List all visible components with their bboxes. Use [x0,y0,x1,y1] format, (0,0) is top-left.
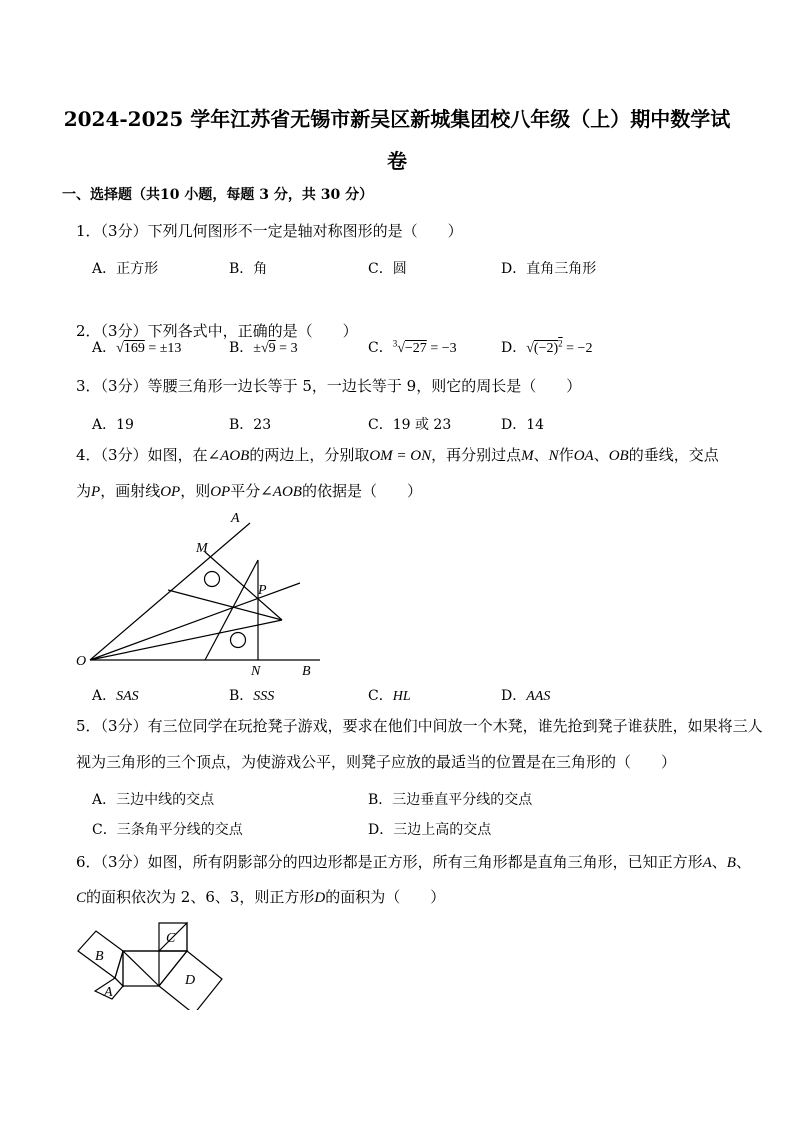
q1-option-c: C．圆 [368,261,407,277]
question-5-stem-line1: 5．（3分）有三位同学在玩抢凳子游戏，要求在他们中间放一个木凳，谁先抢到凳子谁获胜，如果将三人 [76,717,763,735]
q4-option-a: A．SAS [92,688,139,704]
q2-option-a: A．√169 = ±13 [92,340,182,356]
label-c: C [166,931,176,946]
q4-option-d: D．AAS [501,688,551,704]
label-m: M [196,541,208,556]
triangle-left [115,951,123,986]
ray-op [90,583,300,660]
label-d: D [185,973,196,988]
question-4-stem-line2: 为P，画射线OP，则OP平分∠AOB的依据是（ ） [76,482,422,500]
question-1-stem: 1．（3分）下列几何图形不一定是轴对称图形的是（ ） [76,222,463,240]
q1-option-a: A．正方形 [92,261,159,277]
q3-option-a: A．19 [92,417,134,433]
question-6-stem-line2: C的面积依次为 2、6、3，则正方形D的面积为（ ） [76,888,446,906]
label-a: A [104,985,113,1000]
label-b: B [95,949,104,964]
q1-option-d: D．直角三角形 [501,261,597,277]
label-n: N [251,664,261,679]
question-3-stem: 3．（3分）等腰三角形一边长等于 5，一边长等于 9，则它的周长是（ ） [76,377,582,395]
q4-angle-figure [70,505,330,685]
q5-option-a: A．三边中线的交点 [92,792,215,808]
set-square-hole-upper [205,572,220,587]
q4-option-b: B．SSS [229,688,275,704]
q6-squares-figure [70,915,230,1010]
q3-option-c: C．19 或 23 [368,417,452,433]
ray-oa [90,523,250,660]
set-square-hole-lower [231,633,246,648]
q5-option-c: C．三条角平分线的交点 [92,822,243,838]
label-b: B [302,664,311,679]
q3-option-b: B．23 [229,417,272,433]
section-heading: 一、选择题（共10 小题，每题 3 分，共 30 分） [62,187,374,203]
q5-option-b: B．三边垂直平分线的交点 [368,792,533,808]
question-2-stem: 2．（3分）下列各式中，正确的是（ ） [76,322,358,340]
q3-option-d: D．14 [501,417,545,433]
question-5-stem-line2: 视为三角形的三个顶点，为使游戏公平，则凳子应放的最适当的位置是在三角形的（ ） [76,753,677,771]
q2-option-c: C．$^3$√−27 = −3 [368,338,457,356]
triangle-right [123,951,187,986]
q5-option-d: D．三边上高的交点 [368,822,492,838]
page-title-line1: 2024-2025 学年江苏省无锡市新吴区新城集团校八年级（上）期中数学试 [63,107,731,131]
q2-option-b: B．±√9 = 3 [229,340,298,356]
q4-option-c: C．HL [368,688,411,704]
question-4-stem-line1: 4．（3分）如图，在∠AOB的两边上，分别取OM = ON，再分别过点M、N作OA、OB的垂线，交点 [76,446,719,464]
page-title-line2: 卷 [387,149,407,173]
question-6-stem-line1: 6．（3分）如图，所有阴影部分的四边形都是正方形，所有三角形都是直角三角形，已知正方形A、B、 [76,853,751,871]
q2-option-d: D．$√(-2)^2 = -2$ [501,338,593,356]
segment-o-right [90,620,282,660]
label-p: P [258,583,267,598]
label-a: A [231,511,240,526]
label-o: O [76,654,87,669]
q1-option-b: B．角 [229,261,268,277]
